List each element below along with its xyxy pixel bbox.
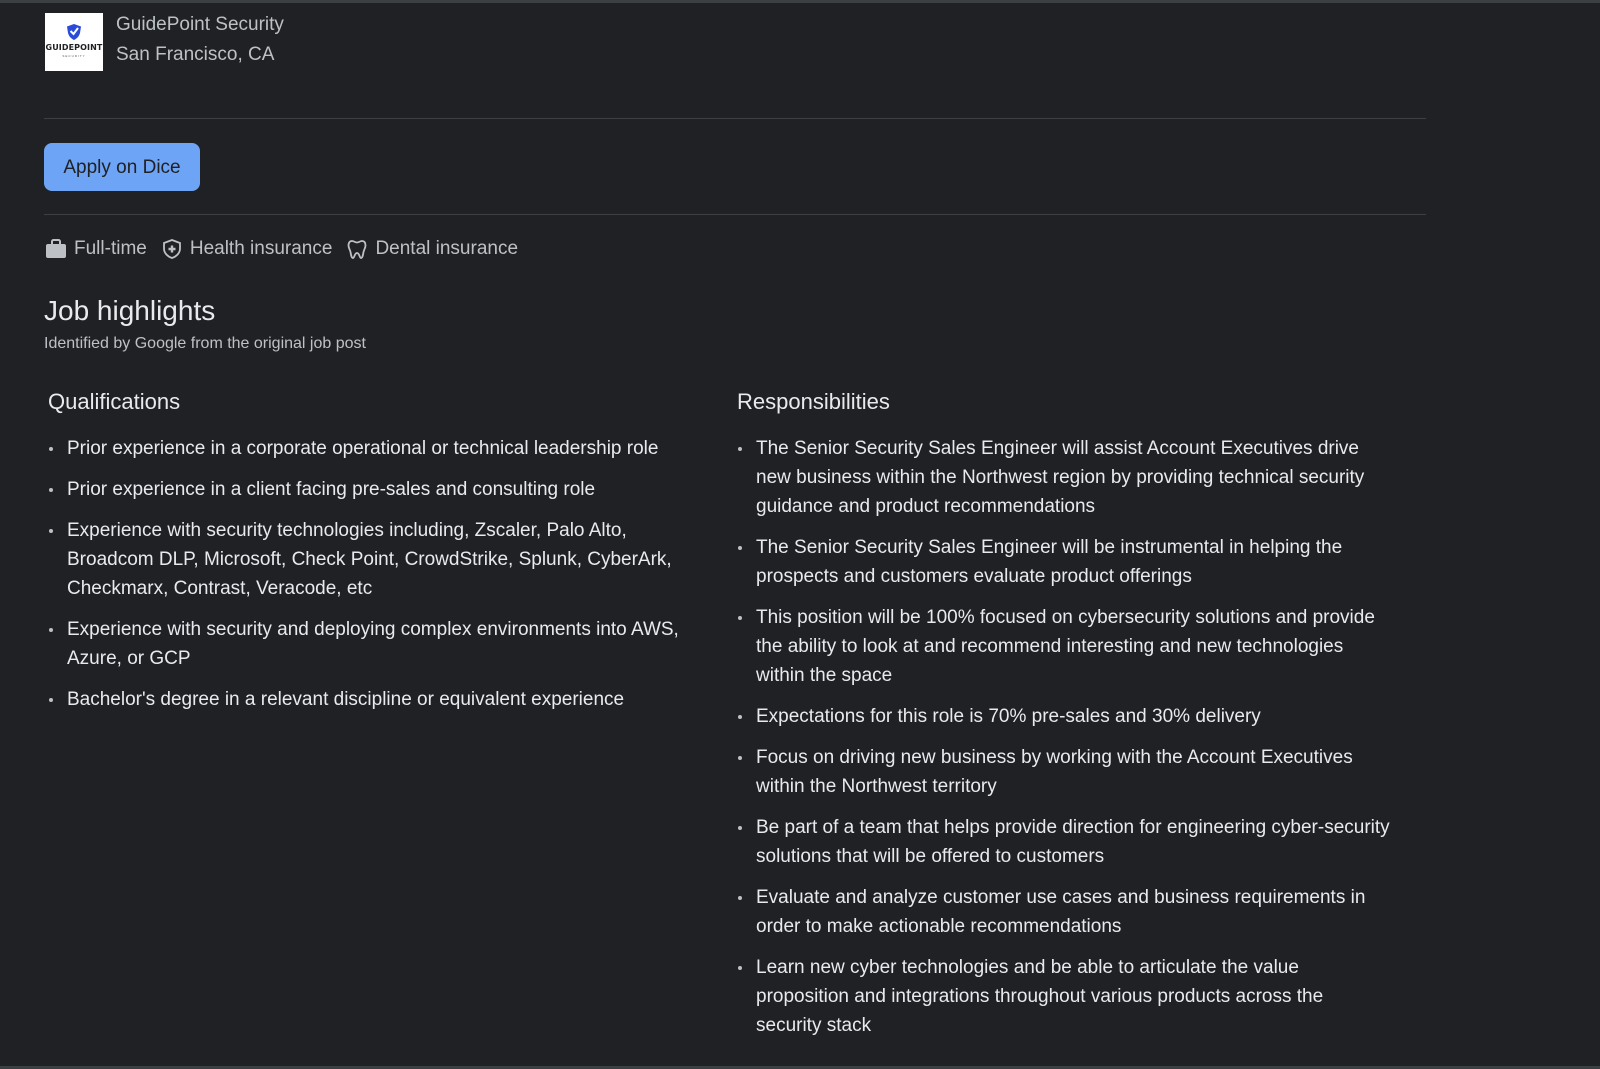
list-item: The Senior Security Sales Engineer will assist Account Executives drive new business within the Northwest region by providing technical security guidance and product recommendations (737, 434, 1392, 521)
tag-label: Full-time (74, 238, 147, 259)
list-item: Expectations for this role is 70% pre-sales and 30% delivery (737, 702, 1392, 731)
qualifications-list (48, 434, 698, 714)
tag-full-time (45, 238, 147, 260)
divider (44, 214, 1426, 215)
job-attributes (45, 238, 532, 260)
top-border (0, 0, 1600, 3)
tag-health-insurance (161, 238, 333, 260)
divider (44, 118, 1426, 119)
logo-subtext: SECURITY (62, 54, 86, 58)
tag-label: Dental insurance (375, 238, 519, 259)
tooth-icon (346, 238, 368, 260)
company-header (45, 13, 284, 71)
list-item: Bachelor's degree in a relevant discipline or equivalent experience (48, 685, 698, 714)
list-item: Learn new cyber technologies and be able to articulate the value proposition and integrations throughout various products across the security stack (737, 953, 1392, 1040)
company-location: San Francisco, CA (116, 44, 275, 65)
list-item: Prior experience in a client facing pre-sales and consulting role (48, 475, 698, 504)
list-item: The Senior Security Sales Engineer will be instrumental in helping the prospects and customers evaluate product offerings (737, 533, 1392, 591)
responsibilities-list (737, 434, 1392, 1040)
health-shield-icon (161, 238, 183, 260)
list-item: Be part of a team that helps provide direction for engineering cyber-security solutions that will be offered to customers (737, 813, 1392, 871)
job-highlights-title: Job highlights (44, 295, 216, 326)
list-item: Evaluate and analyze customer use cases and business requirements in order to make actionable recommendations (737, 883, 1392, 941)
list-item: Experience with security and deploying complex environments into AWS, Azure, or GCP (48, 615, 698, 673)
responsibilities-section (737, 388, 1392, 1052)
qualifications-section (48, 388, 698, 726)
logo-wordmark: GUIDEPOINT (45, 43, 103, 52)
list-item: This position will be 100% focused on cybersecurity solutions and provide the ability to look at and recommend interesting and new technologies within the space (737, 603, 1392, 690)
shield-logo-icon (65, 23, 83, 41)
company-logo[interactable] (45, 13, 103, 71)
responsibilities-title: Responsibilities (737, 389, 890, 414)
qualifications-title: Qualifications (48, 389, 181, 414)
list-item: Focus on driving new business by working with the Account Executives within the Northwest territory (737, 743, 1392, 801)
list-item: Experience with security technologies including, Zscaler, Palo Alto, Broadcom DLP, Microsoft, Check Point, CrowdStrike, Splunk, CyberArk, Checkmarx, Contrast, Veracode, etc (48, 516, 698, 603)
apply-on-dice-button[interactable]: Apply on Dice (44, 143, 200, 191)
briefcase-icon (45, 238, 67, 260)
company-info (116, 13, 284, 67)
list-item: Prior experience in a corporate operational or technical leadership role (48, 434, 698, 463)
tag-label: Health insurance (189, 238, 333, 259)
job-highlights-subtitle: Identified by Google from the original job post (44, 335, 366, 352)
tag-dental-insurance (346, 238, 518, 260)
company-name: GuidePoint Security (116, 14, 284, 35)
